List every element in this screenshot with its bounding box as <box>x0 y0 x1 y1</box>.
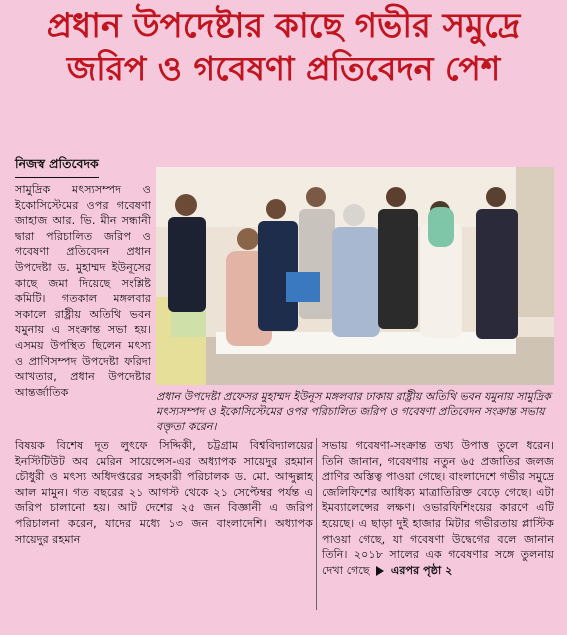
byline: নিজস্ব প্রতিবেদক <box>15 156 99 178</box>
article-text-lower-right: সভায় গবেষণা-সংক্রান্ত তথ্য উপাত্ত তুলে ধরেন। তিনি জানান, গবেষণায় নতুন ৬৫ প্রজাতির জলজ প্রাণির অস্তিত্ব পাওয়া গেছে। বাংলাদেশে গভীর সমুদ্রে জেলিফিশের আধিক্য মাত্রাতিরিক্ত বেড়ে গেছে। এটা ইমব্যালেন্সের লক্ষণ। ওভারফিশিংয়ের কারণে এটি হয়েছে। এ ছাড়া দুই হাজার মিটার গভীরতায় প্লাস্টিক পাওয়া গেছে, যা গবেষণা উদ্বেগের বলে জানান তিনি। ২০১৮ সালের এক গবেষণার সঙ্গে তুলনায় দেখা গেছে <box>322 439 554 577</box>
article-column-left: সামুদ্রিক মৎস্যসম্পদ ও ইকোসিস্টেমের ওপর গবেষণা জাহাজ আর. ভি. মীন সন্ধানী দ্বারা পরিচালিত জরিপ ও গবেষণা প্রতিবেদন প্রধান উপদেষ্টা ড. মুহাম্মদ ইউনূসের কাছে জমা দিয়েছে সংশ্লিষ্ট কমিটি। গতকাল মঙ্গলবার সকালে রাষ্ট্রীয় অতিথি ভবন যমুনায় এ সংক্রান্ত সভা হয়। এসময় উপস্থিত ছিলেন মৎস্য ও প্রাণিসম্পদ উপদেষ্টা ফরিদা আখতার, প্রধান উপদেষ্টার আন্তর্জাতিক <box>15 183 151 399</box>
continued-on-page[interactable]: এরপর পৃষ্ঠা ২ <box>390 563 453 577</box>
continue-arrow-icon <box>376 566 384 576</box>
headline <box>0 6 567 89</box>
photo-illustration <box>156 167 554 385</box>
photo-caption: প্রধান উপদেষ্টা প্রফেসর মুহাম্মদ ইউনূস মঙ্গলবার ঢাকায় রাষ্ট্রীয় অতিথি ভবন যমুনায় সামুদ্রিক মৎস্যসম্পদ ও ইকোসিস্টেমের ওপর পরিচালিত জরিপ ও গবেষণা প্রতিবেদন সংক্রান্ত সভায় বক্তৃতা করেন। <box>156 390 551 433</box>
headline-line-1: প্রধান উপদেষ্টার কাছে গভীর সমুদ্রে <box>46 6 521 46</box>
article-column-lower-right <box>322 438 554 578</box>
column-divider <box>316 438 317 610</box>
headline-line-2: জরিপ ও গবেষণা প্রতিবেদন পেশ <box>66 49 501 89</box>
article-column-lower-left: বিষয়ক বিশেষ দূত লুৎফে সিদ্দিকী, চট্টগ্রাম বিশ্ববিদ্যালয়ের ইনস্টিটিউট অব মেরিন সায়েন্সেস-এর অধ্যাপক সায়েদুর রহমান চৌধুরী ও মৎস্য অধিদপ্তরের সহকারী পরিচালক ড. মো. আব্দুল্লাহ আল মামুন। গত বছরের ২১ আগস্ট থেকে ২১ সেপ্টেম্বর পর্যন্ত এ জরিপ চালানো হয়। আট দেশের ২৫ জন বিজ্ঞানী এ জরিপ পরিচালনা করেন, যাদের মধ্যে ১৩ জন বাংলাদেশি। অধ্যাপক সায়েদুর রহমান <box>15 439 313 546</box>
news-photo <box>156 167 554 385</box>
